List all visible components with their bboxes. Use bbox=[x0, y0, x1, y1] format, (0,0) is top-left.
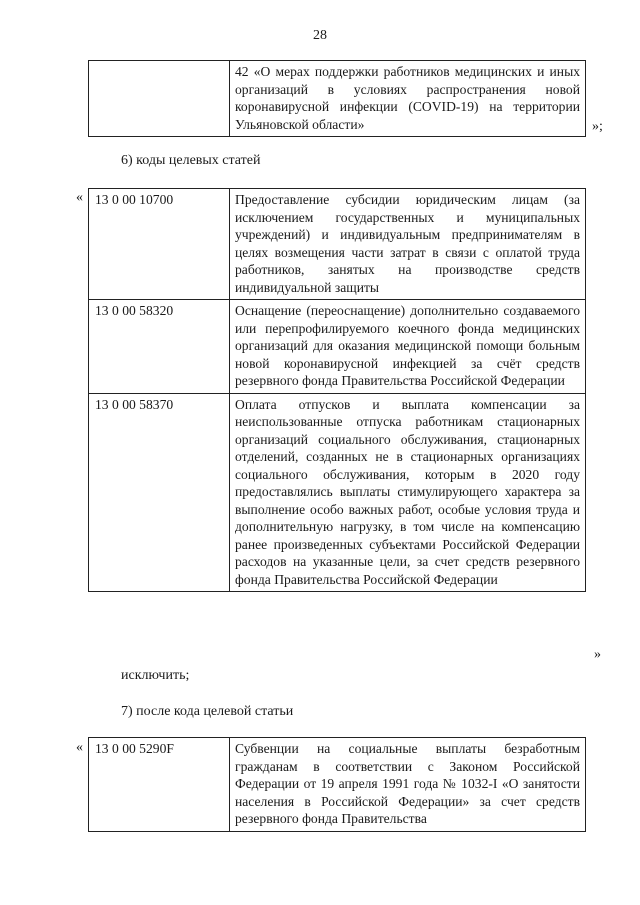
code-cell: 13 0 00 10700 bbox=[89, 189, 230, 300]
item7-heading: 7) после кода целевой статьи bbox=[121, 704, 294, 719]
item6-heading: 6) коды целевых статей bbox=[121, 153, 261, 168]
description-cell: Предоставление субсидии юридическим лицам (за исключением государственных и муниципальных учреждений) и индивидуальным предпринимателям в целях возмещения части затрат в связи с оплатой труда работников, занятых на производстве средств индивидуальной защиты bbox=[230, 189, 586, 300]
top-table bbox=[88, 60, 586, 137]
opening-quote-mark: « bbox=[76, 190, 83, 205]
description-cell: Оплата отпусков и выплата компенсации за неиспользованные отпуска работникам стационарных организаций социального обслуживания, стационарных отделений, созданных не в стационарных организациях социального обслуживания, которым в 2020 году предоставлялись выплаты стимулирующего характера за выполнение особо важных работ, особые условия труда и дополнительную нагрузку, в том числе на компенсацию ранее произведенных субъектами Российской Федерации расходов на указанные цели, за счет средств резервного фонда Правительства Российской Федерации bbox=[230, 393, 586, 592]
page-number: 28 bbox=[313, 28, 327, 43]
code-cell: 13 0 00 58320 bbox=[89, 300, 230, 394]
code-cell: 13 0 00 58370 bbox=[89, 393, 230, 592]
table-row bbox=[89, 738, 586, 832]
closing-quote-mark: » bbox=[594, 647, 601, 662]
code-cell: 13 0 00 5290F bbox=[89, 738, 230, 832]
item7-table bbox=[88, 737, 586, 832]
opening-quote-mark: « bbox=[76, 740, 83, 755]
code-cell bbox=[89, 61, 230, 137]
description-cell: Оснащение (переоснащение) дополнительно создаваемого или перепрофилируемого коечного фонда медицинских организаций для оказания медицинской помощи больным новой коронавирусной инфекцией за счёт средств резервного фонда Правительства Российской Федерации bbox=[230, 300, 586, 394]
table-row bbox=[89, 300, 586, 394]
item6-action: исключить; bbox=[121, 668, 190, 683]
item6-table bbox=[88, 188, 586, 592]
table-row bbox=[89, 61, 586, 137]
description-cell: 42 «О мерах поддержки работников медицинских и иных организаций в условиях распространения новой коронавирусной инфекции (COVID-19) на территории Ульяновской области» bbox=[230, 61, 586, 137]
table-row bbox=[89, 393, 586, 592]
table-row bbox=[89, 189, 586, 300]
closing-quote-mark: »; bbox=[592, 119, 603, 134]
description-cell: Субвенции на социальные выплаты безработным гражданам в соответствии с Законом Российской Федерации от 19 апреля 1991 года № 1032-I «О занятости населения в Российской Федерации» за счет средств резервного фонда Правительства bbox=[230, 738, 586, 832]
